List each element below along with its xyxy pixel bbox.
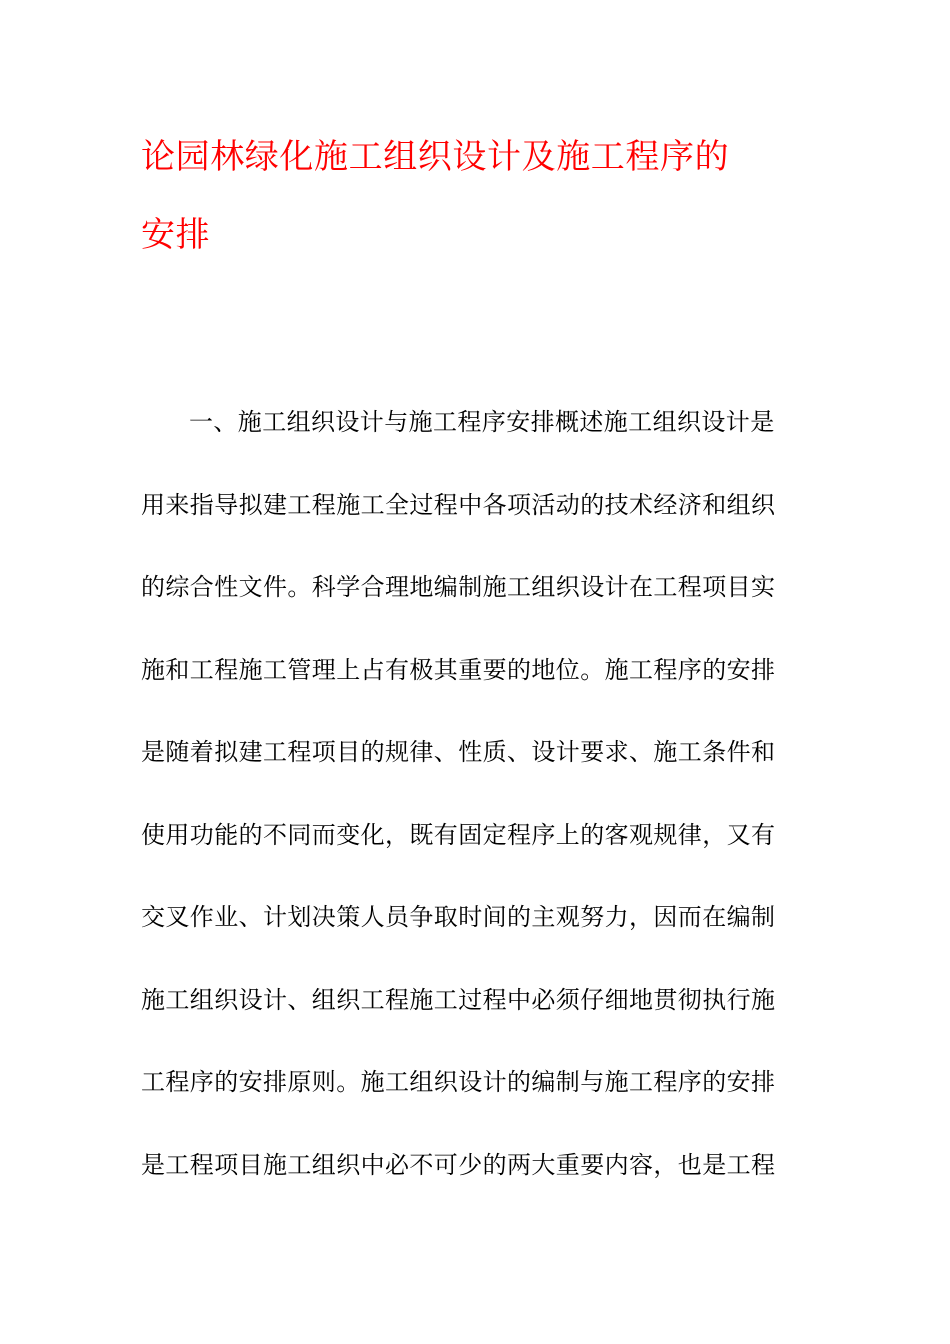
title-line: 论园林绿化施工组织设计及施工程序的 [141, 137, 730, 177]
document-title [141, 118, 821, 274]
paragraph-line: 施工组织设计、组织工程施工过程中必须仔细地贯彻执行施 [141, 985, 776, 1014]
title-line: 安排 [141, 215, 211, 255]
paragraph-line: 的综合性文件。科学合理地编制施工组织设计在工程项目实 [141, 573, 776, 601]
paragraph-line: 施和工程施工管理上占有极其重要的地位。施工程序的安排 [141, 655, 776, 684]
paragraph-line: 用来指导拟建工程施工全过程中各项活动的技术经济和组织 [141, 490, 776, 519]
paragraph-line: 是工程项目施工组织中必不可少的两大重要内容，也是工程 [141, 1150, 776, 1179]
paragraph-line: 工程序的安排原则。施工组织设计的编制与施工程序的安排 [141, 1068, 776, 1096]
body-paragraph [141, 381, 821, 1206]
paragraph-line: 交叉作业、计划决策人员争取时间的主观努力，因而在编制 [141, 903, 776, 931]
paragraph-line: 使用功能的不同而变化，既有固定程序上的客观规律，又有 [141, 820, 776, 849]
paragraph-line: 一、施工组织设计与施工程序安排概述施工组织设计是 [189, 408, 775, 436]
paragraph-line: 是随着拟建工程项目的规律、性质、设计要求、施工条件和 [141, 738, 776, 766]
